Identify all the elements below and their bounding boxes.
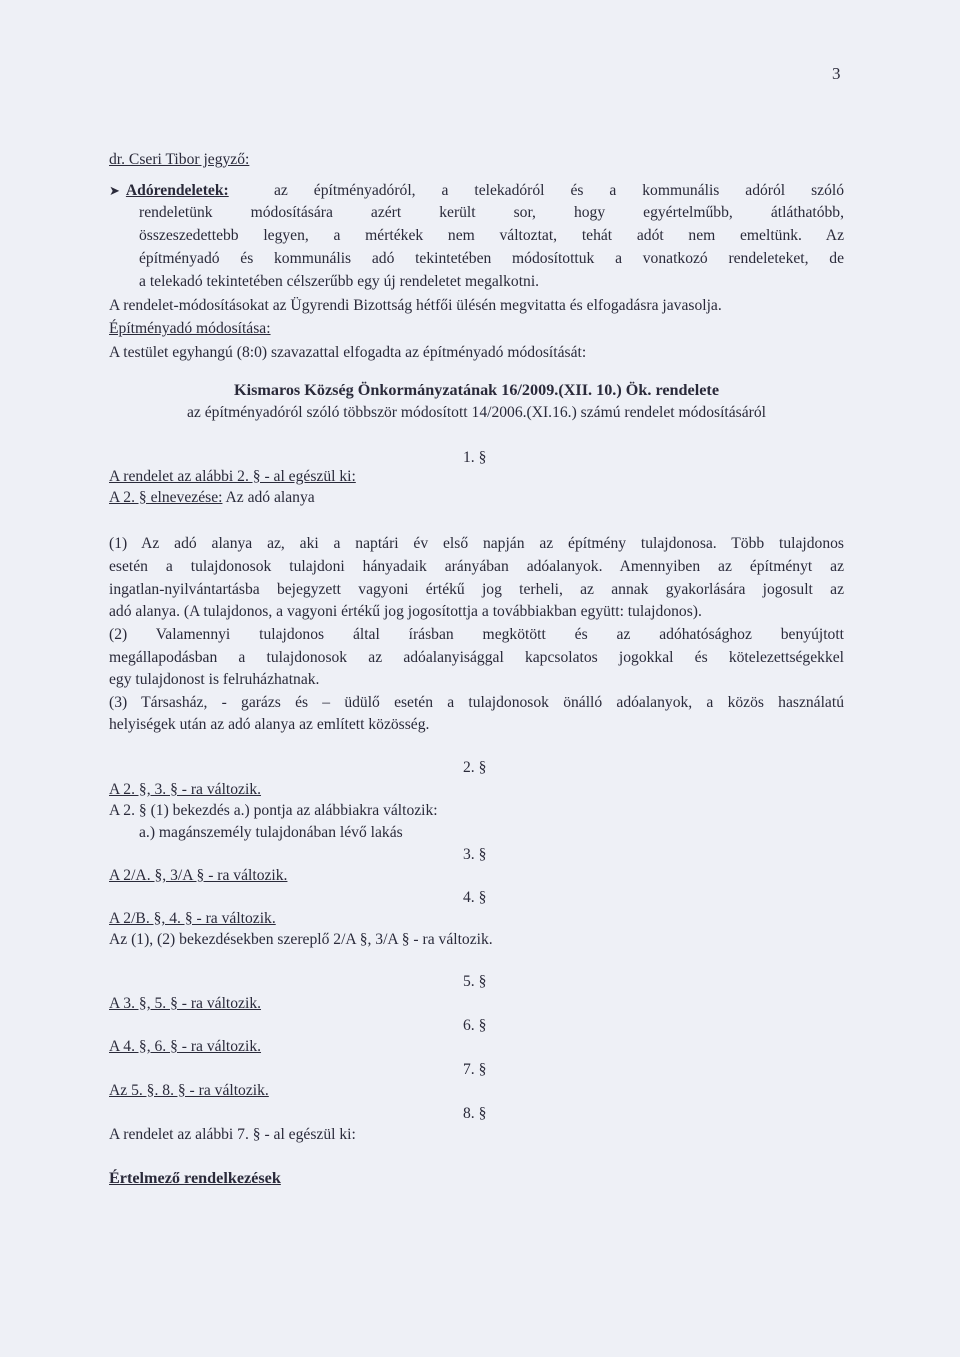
s6-line-1: A 4. §, 6. § - ra változik. <box>109 1038 262 1055</box>
s1-para1-line-3: ingatlan-nyilvántartásba bejegyzett vagyoni értékű jog terheli, az annak gyakorlására jogosult az <box>109 581 844 598</box>
s1-para2-line-3: egy tulajdonost is felruházhatnak. <box>109 671 320 688</box>
section-1-heading: 1. § <box>463 449 487 466</box>
vote-line: A testület egyhangú (8:0) szavazattal elfogadta az építményadó módosítását: <box>109 344 587 361</box>
intro-line-1: az építményadóról, a telekadóról és a kommunális adóról szóló <box>274 182 844 199</box>
section-6-heading: 6. § <box>463 1017 487 1034</box>
final-heading: Értelmező rendelkezések <box>109 1169 281 1187</box>
s1-para3-line-1: (3) Társasház, - garázs és – üdülő esetén a tulajdonosok önálló adóalanyok, a közös használatú <box>109 694 844 711</box>
committee-line: A rendelet-módosításokat az Ügyrendi Bizottság hétfői ülésén megvitatta és elfogadásra javasolja. <box>109 297 722 314</box>
section-2-heading: 2. § <box>463 759 487 776</box>
s2-line-3: a.) magánszemély tulajdonában lévő lakás <box>139 824 403 841</box>
s1-para1-line-1: (1) Az adó alanya az, aki a naptári év első napján az építmény tulajdonosa. Több tulajdonos <box>109 535 844 552</box>
s1-line-2 <box>109 488 315 508</box>
section-5-heading: 5. § <box>463 973 487 990</box>
s1-para2-line-1: (2) Valamennyi tulajdonos által írásban megkötött és az adóhatósághoz benyújtott <box>109 626 844 643</box>
decree-subtitle: az építményadóról szóló többször módosított 14/2006.(XI.16.) számú rendelet módosításáról <box>186 404 766 421</box>
s5-line-1: A 3. §, 5. § - ra változik. <box>109 995 262 1012</box>
s1-para1-line-4: adó alanya. (A tulajdonos, a vagyoni értékű jog jogosítottja a továbbiakban együtt: tulajdonos). <box>109 603 702 620</box>
speaker-label: dr. Cseri Tibor jegyző: <box>109 151 250 168</box>
s7-line-1: Az 5. §. 8. § - ra változik. <box>109 1082 269 1099</box>
s1-para1-line-2: esetén a tulajdonosok tulajdoni hányadaik arányában adóalanyok. Amennyiben az építményt az <box>109 558 844 575</box>
s4-line-2: Az (1), (2) bekezdésekben szereplő 2/A §, 3/A § - ra változik. <box>109 931 493 948</box>
s1-para2-line-2: megállapodásban a tulajdonosok az adóalanyisággal kapcsolatos jogokkal és kötelezettségekkel <box>109 649 844 666</box>
subheading: Építményadó módosítása: <box>109 320 271 337</box>
s2-line-1: A 2. §, 3. § - ra változik. <box>109 781 262 798</box>
intro-line-5: a telekadó tekintetében célszerűbb egy új rendeletet megalkotni. <box>139 273 540 290</box>
s4-line-1: A 2/B. §, 4. § - ra változik. <box>109 910 276 927</box>
bullet-lead: Adórendeletek: <box>125 182 229 199</box>
decree-title: Kismaros Község Önkormányzatának 16/2009.(XII. 10.) Ök. rendelete <box>233 381 720 399</box>
intro-line-3: összeszedettebb legyen, a mértékek nem változtat, tehát adót nem emeltünk. Az <box>139 227 844 244</box>
section-7-heading: 7. § <box>463 1061 487 1078</box>
arrow-bullet-icon: ➤ <box>109 183 120 198</box>
section-3-heading: 3. § <box>463 846 487 863</box>
s8-line-1: A rendelet az alábbi 7. § - al egészül ki: <box>109 1126 356 1143</box>
section-8-heading: 8. § <box>463 1105 487 1122</box>
s1-line-2-underlined: A 2. § elnevezése: <box>109 489 223 506</box>
s1-para3-line-2: helyiségek után az adó alanya az említett közösség. <box>109 716 430 733</box>
s3-line-1: A 2/A. §, 3/A § - ra változik. <box>109 867 288 884</box>
s2-line-2: A 2. § (1) bekezdés a.) pontja az alábbiakra változik: <box>109 802 438 819</box>
s1-line-2-rest: Az adó alanya <box>222 489 315 506</box>
page-number: 3 <box>832 64 841 83</box>
s1-line-1: A rendelet az alábbi 2. § - al egészül ki: <box>109 468 356 485</box>
intro-line-4: építményadó és kommunális adó tekintetében módosítottuk a vonatkozó rendeleteket, de <box>139 250 844 267</box>
intro-line-2: rendeletünk módosítására azért került sor, hogy egyértelműbb, átláthatóbb, <box>139 204 844 221</box>
bullet-line <box>109 181 229 201</box>
section-4-heading: 4. § <box>463 889 487 906</box>
